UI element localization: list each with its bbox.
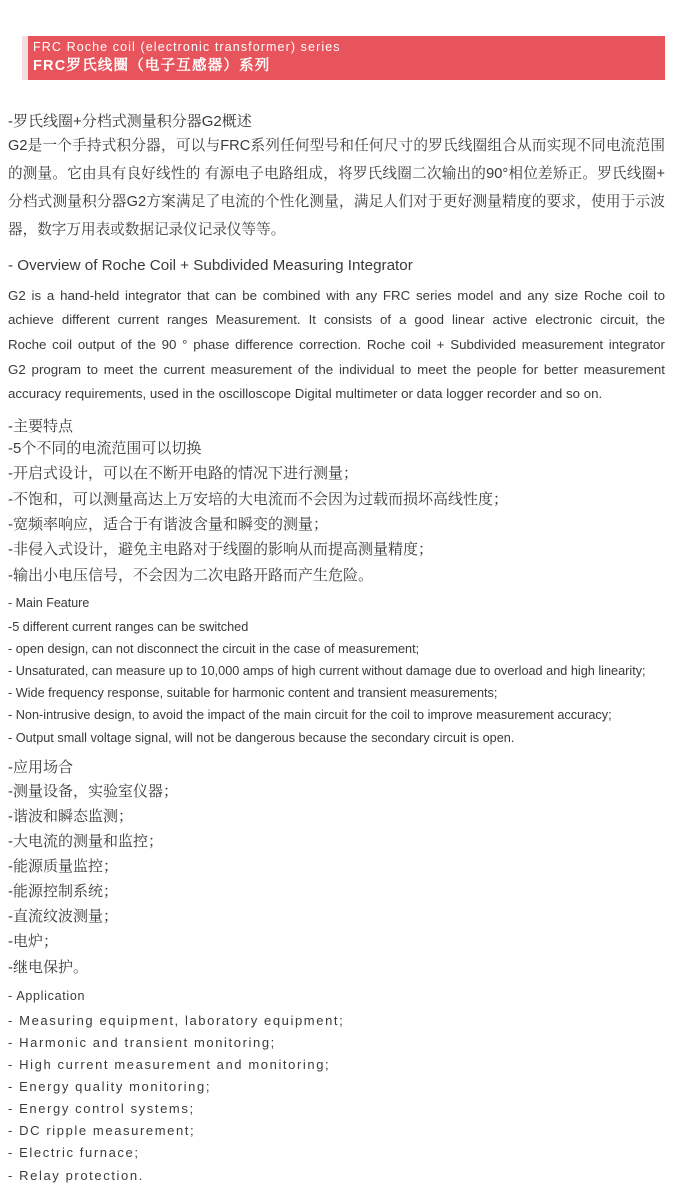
- banner-accent-strip: [22, 36, 28, 80]
- overview-en-heading: - Overview of Roche Coil + Subdivided Measuring Integrator: [8, 257, 413, 274]
- overview-zh-line: G2是一个手持式积分器，可以与FRC系列任何型号和任何尺寸的罗氏线圈组合从而实现不同电流范围: [8, 138, 665, 154]
- feature-item-zh: -5个不同的电流范围可以切换: [8, 440, 202, 457]
- features-en-heading: - Main Feature: [8, 596, 90, 610]
- overview-zh-line: 器，数字万用表或数据记录仪记录仪等等。: [8, 222, 286, 238]
- application-item-zh: -谐波和瞬态监测；: [8, 808, 133, 825]
- application-item-zh: -电炉；: [8, 933, 58, 950]
- overview-en-line: G2 is a hand-held integrator that can be combined with any FRC series model and any size Roche coil to: [8, 288, 665, 303]
- feature-item-zh: -开启式设计，可以在不断开电路的情况下进行测量；: [8, 465, 358, 482]
- overview-en-line: achieve different current ranges Measurement. It consists of a good linear active electronic circuit, the: [8, 312, 665, 327]
- feature-item-zh: -不饱和，可以测量高达上万安培的大电流而不会因为过载而损坏高线性度；: [8, 491, 508, 508]
- feature-item-en: - Unsaturated, can measure up to 10,000 amps of high current without damage due to overload and high linearity;: [8, 664, 646, 678]
- feature-item-en: - Output small voltage signal, will not be dangerous because the secondary circuit is open.: [8, 731, 515, 745]
- application-item-en: - DC ripple measurement;: [8, 1123, 196, 1138]
- features-zh-heading: -主要特点: [8, 418, 73, 435]
- overview-zh-line: 分档式测量积分器G2方案满足了电流的个性化测量，满足人们对于更好测量精度的要求，使用于示波: [8, 194, 665, 210]
- application-item-zh: -能源质量监控；: [8, 858, 118, 875]
- application-item-en: - Electric furnace;: [8, 1145, 140, 1160]
- application-item-zh: -大电流的测量和监控；: [8, 833, 163, 850]
- overview-en-line: Roche coil output of the 90 ° phase difference correction. Roche coil + Subdivided measurement integrator: [8, 337, 665, 352]
- application-item-zh: -直流纹波测量；: [8, 908, 118, 925]
- banner-title-en: FRC Roche coil (electronic transformer) series: [33, 40, 341, 54]
- application-item-zh: -能源控制系统；: [8, 883, 118, 900]
- application-item-zh: -继电保护。: [8, 959, 88, 976]
- application-item-en: - Harmonic and transient monitoring;: [8, 1035, 276, 1050]
- feature-item-en: -5 different current ranges can be switched: [8, 620, 249, 634]
- application-item-en: - Energy quality monitoring;: [8, 1079, 212, 1094]
- feature-item-en: - Wide frequency response, suitable for harmonic content and transient measurements;: [8, 686, 498, 700]
- application-item-en: - High current measurement and monitoring;: [8, 1057, 331, 1072]
- overview-zh-heading: -罗氏线圈+分档式测量积分器G2概述: [8, 113, 252, 130]
- series-banner: [22, 36, 665, 80]
- applications-zh-heading: -应用场合: [8, 759, 73, 776]
- application-item-en: - Relay protection.: [8, 1168, 144, 1183]
- overview-en-line: G2 program to meet the current measurement of the individual to meet the people for better measurement: [8, 362, 665, 377]
- application-item-en: - Measuring equipment, laboratory equipment;: [8, 1013, 345, 1028]
- application-item-en: - Energy control systems;: [8, 1101, 195, 1116]
- feature-item-zh: -宽频率响应，适合于有谐波含量和瞬变的测量；: [8, 516, 328, 533]
- feature-item-en: - open design, can not disconnect the circuit in the case of measurement;: [8, 642, 420, 656]
- overview-zh-line: 的测量。它由具有良好线性的 有源电子电路组成，将罗氏线圈二次输出的90°相位差矫正。罗氏线圈+: [8, 166, 665, 182]
- application-item-zh: -测量设备，实验室仪器；: [8, 783, 178, 800]
- banner-title-zh: FRC罗氏线圈（电子互感器）系列: [33, 58, 271, 74]
- feature-item-en: - Non-intrusive design, to avoid the impact of the main circuit for the coil to improve measurement accuracy;: [8, 708, 612, 722]
- applications-en-heading: - Application: [8, 989, 86, 1003]
- feature-item-zh: -输出小电压信号，不会因为二次电路开路而产生危险。: [8, 567, 373, 584]
- feature-item-zh: -非侵入式设计，避免主电路对于线圈的影响从而提高测量精度；: [8, 541, 433, 558]
- overview-en-line: accuracy requirements, used in the oscilloscope Digital multimeter or data logger recorder and so on.: [8, 386, 603, 401]
